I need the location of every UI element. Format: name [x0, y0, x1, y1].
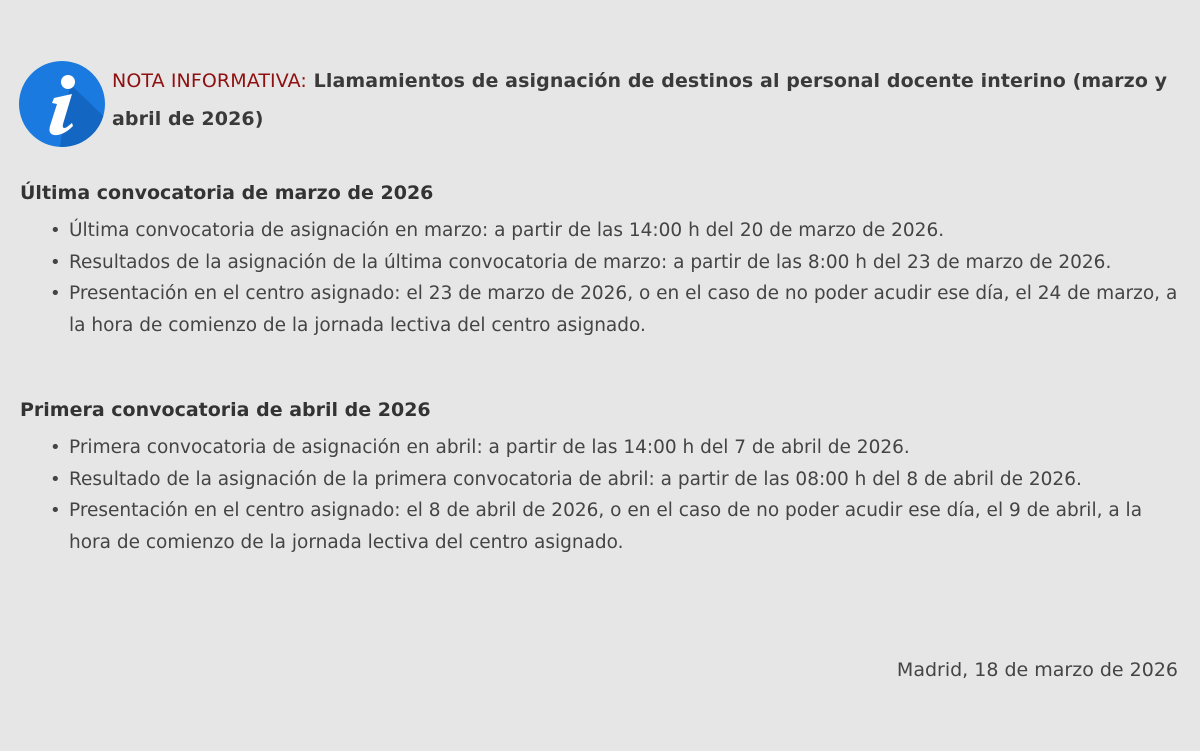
list-item [20, 432, 1180, 464]
notice-title [112, 62, 1172, 138]
list-item [20, 278, 1180, 341]
section-heading: Primera convocatoria de abril de 2026 [20, 399, 431, 421]
list-item [20, 464, 1180, 496]
signature-date: Madrid, 18 de marzo de 2026 [896, 659, 1178, 681]
section-march [20, 181, 1180, 341]
bullet: • [50, 251, 61, 273]
bullet: • [50, 220, 61, 241]
bullet: • [50, 437, 61, 458]
notice-header [18, 60, 1178, 150]
list-item-text: Presentación en el centro asignado: el 8 de abril de 2026, o en el caso de no poder acudir ese día, el 9 de abril, a la hora de comienzo de la jornada lectiva del centro asignado. [69, 500, 1143, 553]
bullet: • [50, 500, 61, 521]
list-item-text: Resultado de la asignación de la primera convocatoria de abril: a partir de las 08:00 h del 8 de abril de 2026. [69, 468, 1082, 490]
list-item-text: Primera convocatoria de asignación en abril: a partir de las 14:00 h del 7 de abril de 2026. [69, 437, 910, 458]
list-item [20, 215, 1180, 247]
list-item-text: Última convocatoria de asignación en marzo: a partir de las 14:00 h del 20 de marzo de 2026. [69, 220, 945, 241]
bullet: • [50, 283, 61, 304]
list-item-text: Resultados de la asignación de la última convocatoria de marzo: a partir de las 8:00 h del 23 de marzo de 2026. [69, 251, 1112, 273]
item-list [20, 215, 1180, 341]
bullet: • [50, 468, 61, 490]
info-icon [18, 60, 106, 148]
item-list [20, 432, 1180, 558]
list-item [20, 247, 1180, 279]
notice-title-text: Llamamientos de asignación de destinos al personal docente interino (marzo y abril de 2026) [112, 70, 1168, 130]
list-item-text: Presentación en el centro asignado: el 23 de marzo de 2026, o en el caso de no poder acudir ese día, el 24 de marzo, a la hora de comienzo de la jornada lectiva del centro asignado. [69, 283, 1178, 336]
section-april [20, 398, 1180, 558]
section-heading: Última convocatoria de marzo de 2026 [20, 182, 434, 204]
list-item [20, 495, 1180, 558]
notice-label: NOTA INFORMATIVA: [112, 70, 307, 92]
